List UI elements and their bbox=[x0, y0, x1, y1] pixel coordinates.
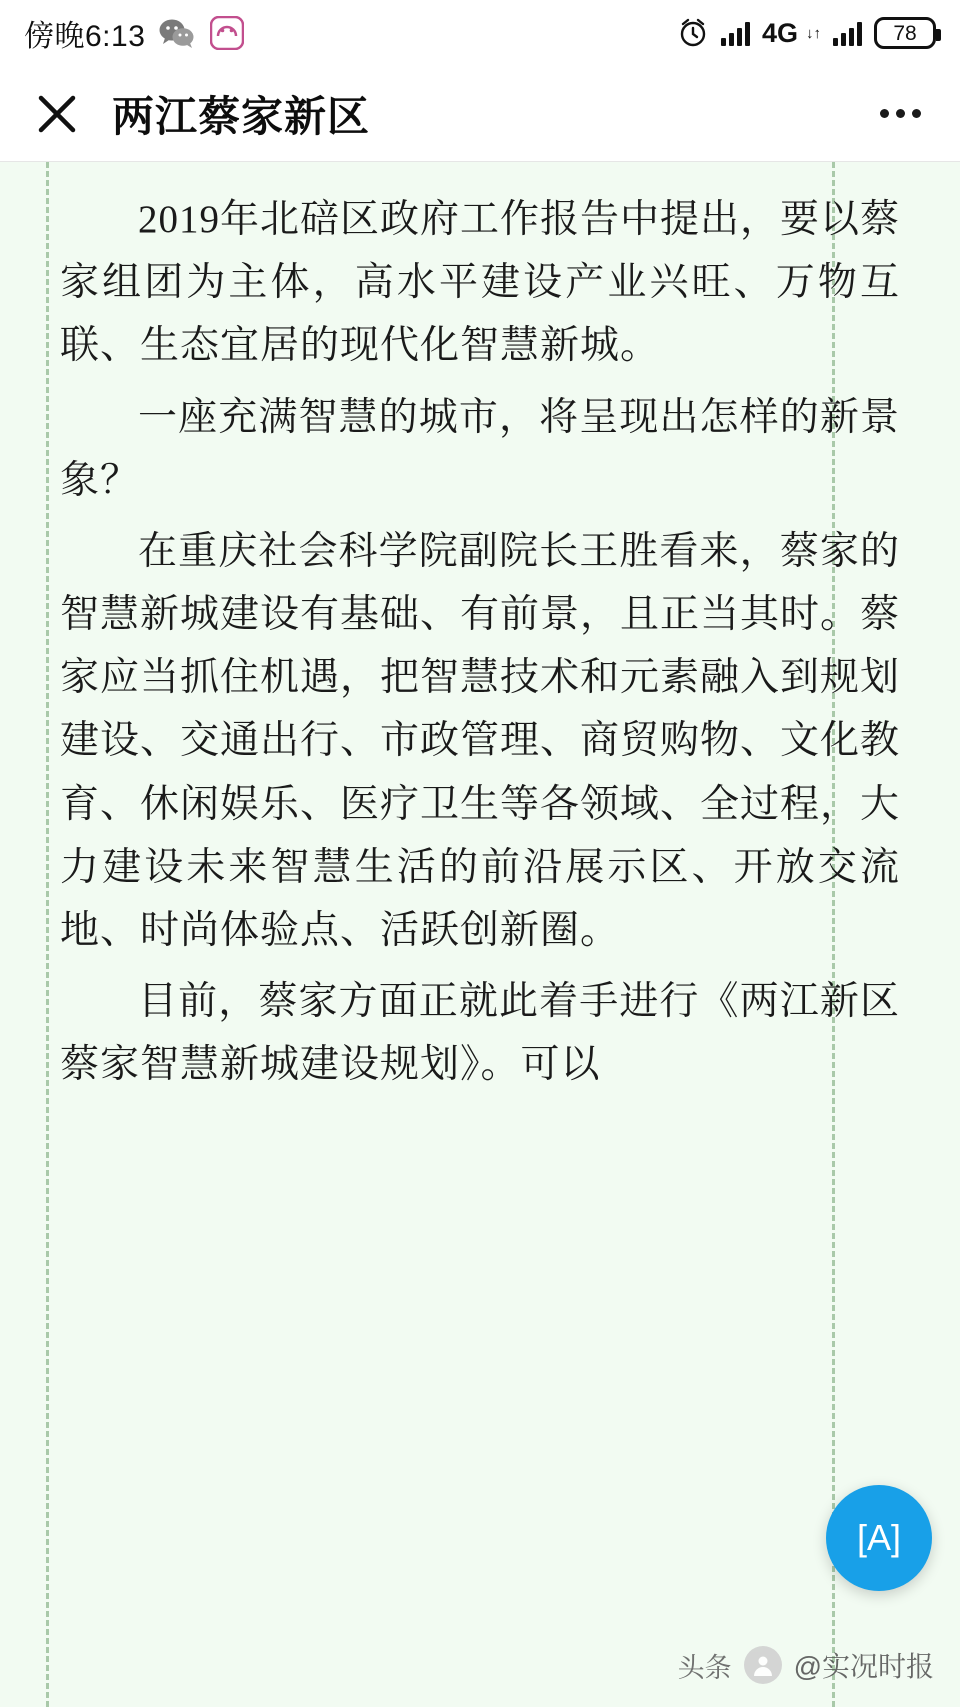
decorative-dashed-line-left bbox=[46, 162, 49, 1707]
status-bar-right bbox=[677, 17, 936, 49]
article-scroll-area[interactable] bbox=[0, 162, 960, 1707]
status-bar-left bbox=[24, 11, 245, 55]
watermark bbox=[678, 1645, 934, 1685]
signal-bars-icon-1 bbox=[721, 20, 750, 46]
article-paragraph: 2019年北碚区政府工作报告中提出，要以蔡家组团为主体，高水平建设产业兴旺、万物互联、生态宜居的现代化智慧新城。 bbox=[60, 198, 901, 368]
wechat-icon bbox=[159, 15, 195, 51]
article-paragraph: 一座充满智慧的城市，将呈现出怎样的新景象？ bbox=[60, 395, 900, 502]
status-bar bbox=[0, 0, 960, 66]
status-time: 傍晚6:13 bbox=[24, 20, 146, 53]
network-arrows-icon: ↓↑ bbox=[806, 24, 821, 42]
accessibility-assistant-button[interactable]: [A] bbox=[826, 1485, 932, 1591]
signal-bars-icon-2 bbox=[833, 20, 862, 46]
title-bar bbox=[0, 66, 960, 162]
alarm-icon bbox=[677, 17, 709, 49]
article-paragraph: 在重庆社会科学院副院长王胜看来，蔡家的智慧新城建设有基础、有前景，且正当其时。蔡家应当抓住机遇，把智慧技术和元素融入到规划建设、交通出行、市政管理、商贸购物、文化教育、休闲娱乐、医疗卫生等各领域、全过程，大力建设未来智慧生活的前沿展示区、开放交流地、时尚体验点、活跃创新圈。 bbox=[60, 529, 901, 952]
watermark-logo-label: 头条 bbox=[677, 1652, 732, 1683]
app-icon-pink bbox=[209, 15, 245, 51]
page-title: 两江蔡家新区 bbox=[112, 92, 371, 140]
battery-icon bbox=[874, 17, 936, 49]
network-type-label: 4G bbox=[761, 17, 798, 48]
article-body bbox=[60, 162, 900, 1104]
close-icon[interactable] bbox=[30, 87, 84, 141]
battery-level-label: 78 bbox=[893, 21, 917, 45]
more-options-icon[interactable] bbox=[870, 87, 930, 141]
avatar bbox=[744, 1646, 782, 1684]
article-paragraph: 目前，蔡家方面正就此着手进行《两江新区蔡家智慧新城建设规划》。可以 bbox=[60, 980, 900, 1087]
watermark-account-label: @实况时报 bbox=[793, 1651, 934, 1682]
